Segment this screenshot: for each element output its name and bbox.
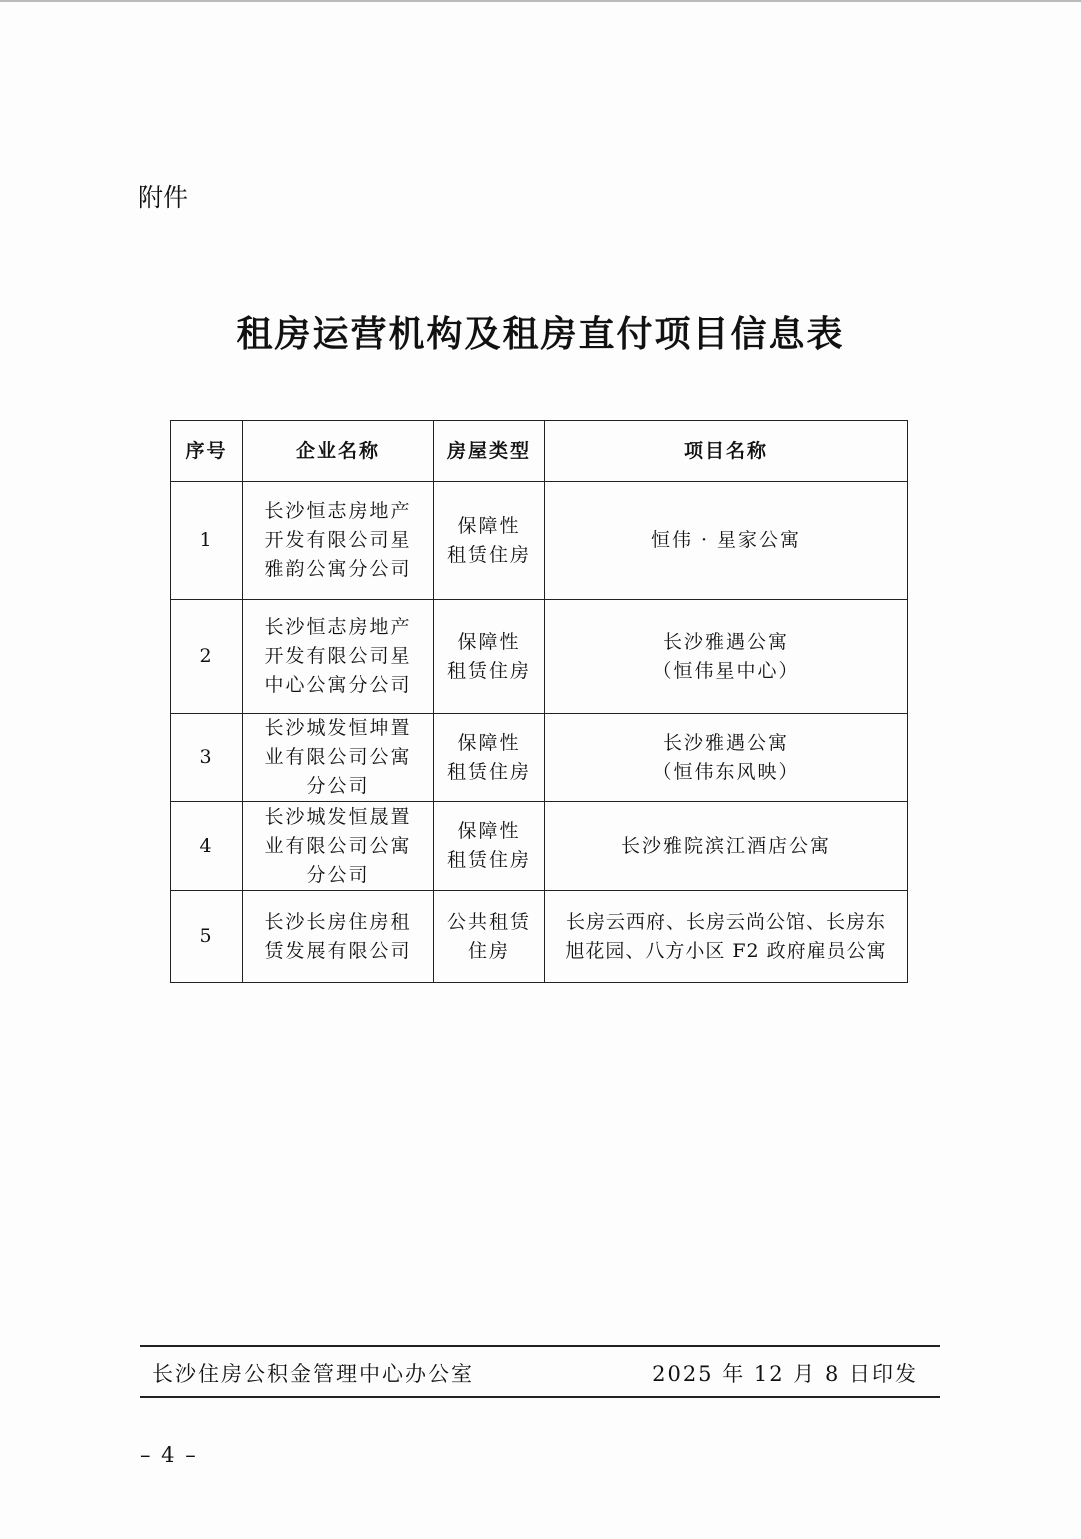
project-cell: [545, 482, 908, 600]
info-table: [170, 420, 908, 983]
company-line: 长沙恒志房地产: [264, 616, 412, 638]
company-line: 开发有限公司星: [264, 645, 412, 667]
footer-bottom-rule: [140, 1396, 940, 1398]
type-cell: [434, 802, 545, 891]
project-line: 旭花园、八方小区 F2 政府雇员公寓: [565, 939, 887, 962]
project-cell: [545, 714, 908, 802]
project-line: 长沙雅遇公寓: [662, 630, 789, 653]
type-line: 租赁住房: [446, 760, 531, 783]
header-project: 项目名称: [545, 421, 908, 482]
project-line: 长沙雅遇公寓: [662, 731, 789, 754]
company-line: 开发有限公司星: [264, 529, 412, 551]
project-line: 长沙雅院滨江酒店公寓: [620, 834, 831, 857]
type-line: 公共租赁: [446, 910, 531, 933]
type-cell: [434, 482, 545, 600]
table-row: [171, 802, 908, 891]
page-title: 租房运营机构及租房直付项目信息表: [236, 314, 845, 355]
company-line: 分公司: [306, 863, 370, 886]
company-cell: [243, 891, 434, 983]
scan-edge: [0, 0, 1081, 2]
company-line: 长沙城发恒晟置: [264, 805, 412, 828]
table-row: [171, 714, 908, 802]
company-line: 赁发展有限公司: [264, 939, 412, 962]
company-cell: [243, 482, 434, 600]
project-line: 恒伟 · 星家公寓: [650, 529, 802, 551]
type-line: 保障性: [457, 731, 521, 754]
company-cell: [243, 802, 434, 891]
type-line: 租赁住房: [446, 543, 531, 566]
project-line: （恒伟东风映）: [652, 760, 800, 783]
company-line: 分公司: [306, 775, 370, 797]
row-number: 2: [171, 600, 243, 714]
type-line: 保障性: [457, 630, 521, 653]
footer-top-rule: [140, 1345, 940, 1347]
type-line: 租赁住房: [446, 849, 531, 871]
type-line: 租赁住房: [446, 659, 531, 682]
table-row: [171, 600, 908, 714]
row-number: 5: [171, 891, 243, 983]
type-cell: [434, 600, 545, 714]
company-cell: [243, 714, 434, 802]
table-row: [171, 891, 908, 983]
row-number: 4: [171, 802, 243, 891]
attachment-label: 附件: [138, 183, 189, 212]
project-cell: [545, 600, 908, 714]
company-line: 中心公寓分公司: [264, 674, 412, 696]
project-cell: [545, 802, 908, 891]
page-number: – 4 –: [140, 1443, 198, 1467]
company-line: 雅韵公寓分公司: [264, 558, 412, 580]
footer-issuer: 长沙住房公积金管理中心办公室: [152, 1362, 474, 1386]
header-company: 企业名称: [243, 421, 434, 482]
row-number: 3: [171, 714, 243, 802]
table-row: [171, 482, 908, 600]
company-cell: [243, 600, 434, 714]
table-header-row: [171, 421, 908, 482]
company-line: 业有限公司公寓: [264, 834, 412, 857]
type-line: 保障性: [457, 514, 521, 537]
type-cell: [434, 714, 545, 802]
company-line: 长沙长房住房租: [264, 910, 412, 933]
header-type: 房屋类型: [434, 421, 545, 482]
company-line: 业有限公司公寓: [264, 746, 412, 768]
type-line: 保障性: [457, 820, 521, 842]
company-line: 长沙城发恒坤置: [264, 717, 412, 739]
header-no: 序号: [171, 421, 243, 482]
company-line: 长沙恒志房地产: [264, 500, 412, 522]
project-line: 长房云西府、长房云尚公馆、长房东: [565, 910, 886, 933]
type-cell: [434, 891, 545, 983]
project-line: （恒伟星中心）: [652, 659, 800, 682]
type-line: 住房: [467, 939, 510, 962]
project-cell: [545, 891, 908, 983]
row-number: 1: [171, 482, 243, 600]
footer-date: 2025 年 12 月 8 日印发: [652, 1362, 918, 1386]
